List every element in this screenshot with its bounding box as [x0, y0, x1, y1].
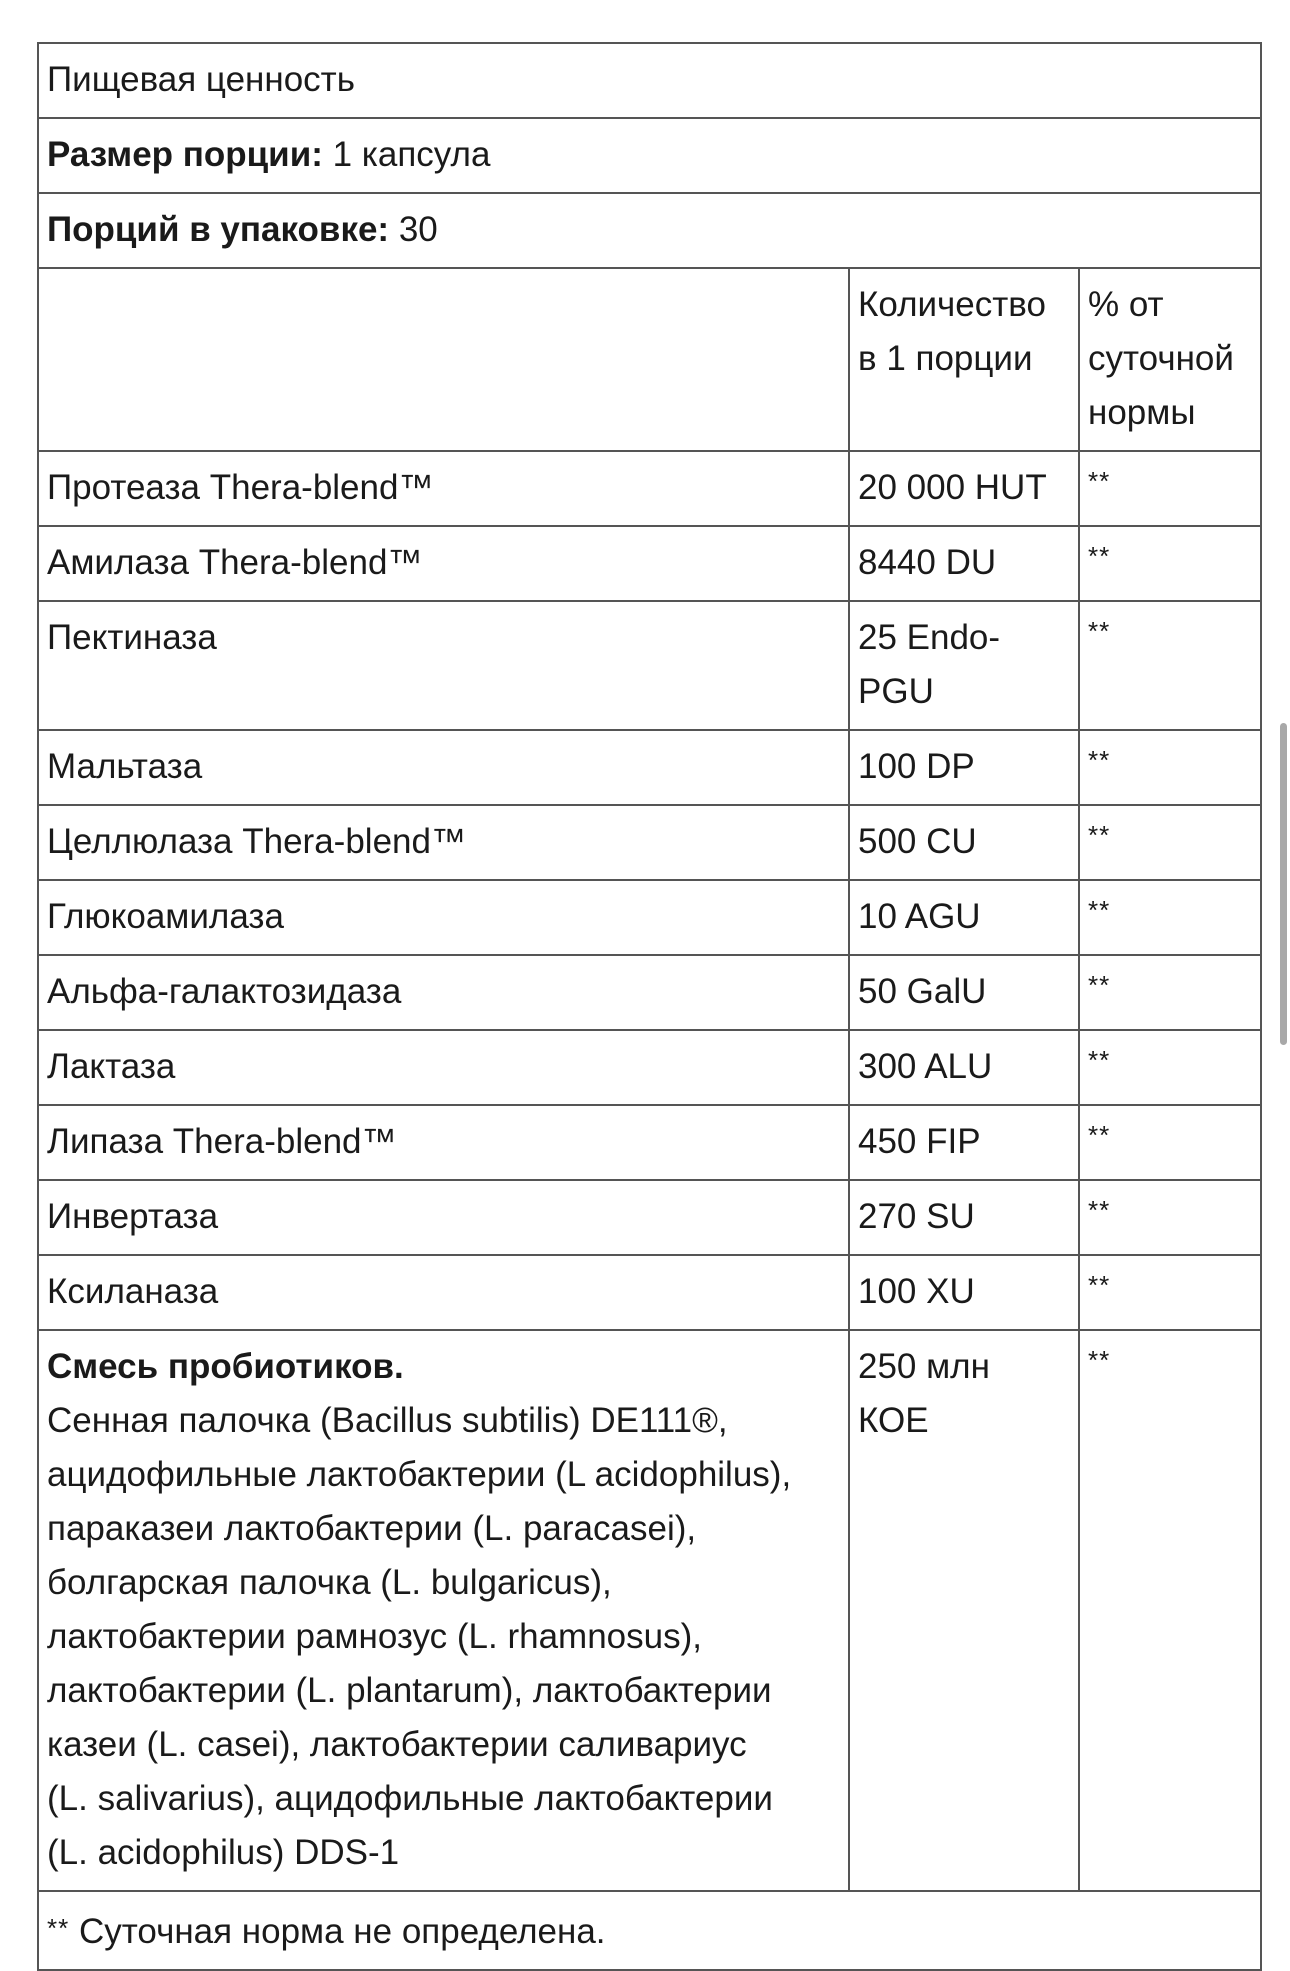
table-row: [38, 1255, 1261, 1330]
table-row: [38, 1030, 1261, 1105]
ingredient-name: Глюкоамилаза: [38, 880, 849, 955]
probiotic-line: казеи (L. casei), лактобактерии саливариус: [47, 1725, 747, 1764]
servings-per-container-value: 30: [398, 210, 438, 249]
ingredient-name: Мальтаза: [38, 730, 849, 805]
ingredient-amount: 8440 DU: [849, 526, 1079, 601]
table-row: [38, 880, 1261, 955]
footnote: [38, 1891, 1261, 1970]
ingredient-amount-line1: 25 Endo-: [858, 618, 1001, 657]
probiotic-line: Сенная палочка (Bacillus subtilis) DE111®,: [47, 1401, 728, 1440]
ingredient-name: Амилаза Thera-blend™: [38, 526, 849, 601]
table-row: [38, 805, 1261, 880]
ingredient-daily-value: **: [1079, 601, 1261, 730]
table-row: [38, 451, 1261, 526]
servings-per-container-label: Порций в упаковке:: [47, 210, 390, 249]
column-header-row: [38, 268, 1261, 451]
ingredient-amount-line2: PGU: [858, 672, 934, 711]
probiotic-line: параказеи лактобактерии (L. paracasei),: [47, 1509, 697, 1548]
ingredient-name: Альфа-галактозидаза: [38, 955, 849, 1030]
ingredient-name: Липаза Thera-blend™: [38, 1105, 849, 1180]
column-header-dv-line3: нормы: [1088, 393, 1196, 432]
ingredient-daily-value: **: [1079, 805, 1261, 880]
table-title: Пищевая ценность: [38, 43, 1261, 118]
ingredient-daily-value: **: [1079, 1255, 1261, 1330]
ingredient-name: Протеаза Thera-blend™: [38, 451, 849, 526]
table-row: [38, 1180, 1261, 1255]
footnote-text: Суточная норма не определена.: [69, 1912, 606, 1951]
probiotic-line: ацидофильные лактобактерии (L acidophilus),: [47, 1455, 792, 1494]
table-row: [38, 1105, 1261, 1180]
footnote-stars: **: [47, 1913, 70, 1943]
ingredient-amount: [849, 601, 1079, 730]
ingredient-daily-value: **: [1079, 526, 1261, 601]
ingredient-amount: 100 DP: [849, 730, 1079, 805]
table-row: [38, 601, 1261, 730]
ingredient-amount: 500 CU: [849, 805, 1079, 880]
footnote-row: [38, 1891, 1261, 1970]
table-row: [38, 730, 1261, 805]
column-header-empty: [38, 268, 849, 451]
table-row: [38, 955, 1261, 1030]
table-row: [38, 526, 1261, 601]
column-header-dv-line2: суточной: [1088, 339, 1234, 378]
ingredient-daily-value: **: [1079, 955, 1261, 1030]
probiotic-line: (L. acidophilus) DDS-1: [47, 1833, 400, 1872]
column-header-dv-line1: % от: [1088, 285, 1164, 324]
ingredient-amount: 450 FIP: [849, 1105, 1079, 1180]
ingredient-amount: 50 GalU: [849, 955, 1079, 1030]
probiotic-line: лактобактерии (L. plantarum), лактобактерии: [47, 1671, 772, 1710]
ingredient-amount: 10 AGU: [849, 880, 1079, 955]
column-header-daily-value: [1079, 268, 1261, 451]
probiotic-row: [38, 1330, 1261, 1891]
ingredient-name: Пектиназа: [38, 601, 849, 730]
column-header-amount-line2: в 1 порции: [858, 339, 1033, 378]
probiotic-line: (L. salivarius), ацидофильные лактобактерии: [47, 1779, 773, 1818]
ingredient-name: Ксиланаза: [38, 1255, 849, 1330]
ingredient-amount: 100 XU: [849, 1255, 1079, 1330]
nutrition-facts-table: [37, 42, 1262, 1971]
ingredient-amount: 300 ALU: [849, 1030, 1079, 1105]
ingredient-daily-value: **: [1079, 1030, 1261, 1105]
ingredient-daily-value: **: [1079, 880, 1261, 955]
probiotic-description: [38, 1330, 849, 1891]
serving-size-label: Размер порции:: [47, 135, 323, 174]
ingredient-name: Лактаза: [38, 1030, 849, 1105]
column-header-amount-line1: Количество: [858, 285, 1046, 324]
ingredient-daily-value: **: [1079, 451, 1261, 526]
ingredient-name: Инвертаза: [38, 1180, 849, 1255]
ingredient-amount: 20 000 HUT: [849, 451, 1079, 526]
probiotic-amount-line2: КОЕ: [858, 1401, 929, 1440]
column-header-amount: [849, 268, 1079, 451]
probiotic-amount-line1: 250 млн: [858, 1347, 990, 1386]
ingredient-name: Целлюлаза Thera-blend™: [38, 805, 849, 880]
probiotic-amount: [849, 1330, 1079, 1891]
ingredient-amount: 270 SU: [849, 1180, 1079, 1255]
ingredient-daily-value: **: [1079, 730, 1261, 805]
servings-per-container-row: [38, 193, 1261, 268]
serving-size-value: 1 капсула: [332, 135, 491, 174]
probiotic-title: Смесь пробиотиков.: [47, 1347, 404, 1386]
serving-size-row: [38, 118, 1261, 193]
probiotic-line: лактобактерии рамнозус (L. rhamnosus),: [47, 1617, 702, 1656]
ingredient-daily-value: **: [1079, 1105, 1261, 1180]
probiotic-line: болгарская палочка (L. bulgaricus),: [47, 1563, 612, 1602]
vertical-scrollbar[interactable]: [1280, 723, 1287, 1045]
ingredient-daily-value: **: [1079, 1180, 1261, 1255]
probiotic-daily-value: **: [1079, 1330, 1261, 1891]
